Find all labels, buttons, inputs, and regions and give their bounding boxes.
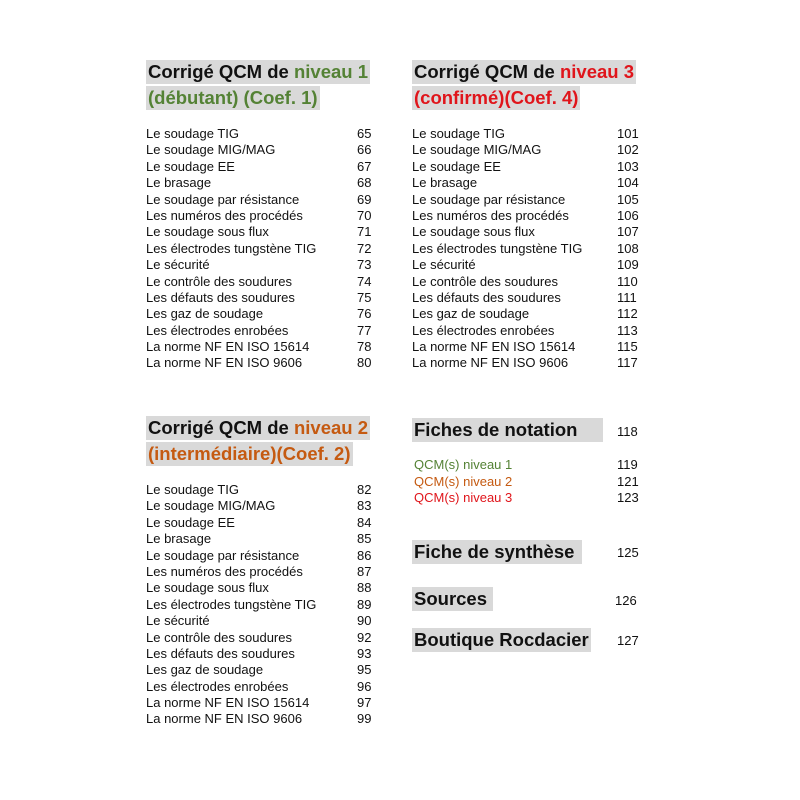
toc-row-page: 75 xyxy=(357,289,372,305)
toc-row xyxy=(412,339,640,355)
toc-row-page: 117 xyxy=(617,355,638,371)
toc-row-page: 115 xyxy=(617,339,638,355)
toc-row-page: 102 xyxy=(617,142,639,158)
toc-row xyxy=(146,290,376,306)
toc-row-page: 106 xyxy=(617,207,639,223)
section-level-1 xyxy=(146,60,376,372)
toc-row-page: 101 xyxy=(617,126,639,141)
toc-row-label: Le soudage sous flux xyxy=(146,224,269,240)
toc-row-page: 105 xyxy=(617,191,639,207)
toc-row-page: 86 xyxy=(357,547,372,563)
toc-row xyxy=(412,224,640,240)
toc-row-page: 109 xyxy=(617,257,639,273)
toc-row-label: Les défauts des soudures xyxy=(412,289,561,305)
toc-row xyxy=(412,274,640,290)
toc-row-label: Le brasage xyxy=(146,175,212,191)
notation-item-1-page: 119 xyxy=(617,457,638,472)
toc-row xyxy=(146,515,376,531)
toc-row-label: Le soudage par résistance xyxy=(146,191,300,207)
level-1-subtitle: (débutant) (Coef. 1) xyxy=(148,87,318,108)
toc-row xyxy=(146,711,376,727)
boutique-heading: Boutique Rocdacier xyxy=(414,629,589,650)
section-level-2 xyxy=(146,416,376,728)
toc-row-label: Le soudage MIG/MAG xyxy=(146,498,276,514)
toc-row xyxy=(146,159,376,175)
toc-row xyxy=(412,241,640,257)
toc-row-page: 83 xyxy=(357,498,372,514)
toc-row-page: 97 xyxy=(357,695,372,711)
toc-row xyxy=(146,580,376,596)
toc-row xyxy=(146,208,376,224)
toc-row-label: Le soudage TIG xyxy=(412,126,505,141)
toc-row xyxy=(146,548,376,564)
toc-row xyxy=(146,192,376,208)
level-3-title xyxy=(412,60,636,84)
toc-row-label: Le soudage sous flux xyxy=(412,224,535,240)
toc-row-label: La norme NF EN ISO 9606 xyxy=(146,355,303,371)
toc-row-page: 96 xyxy=(357,678,372,694)
toc-row-label: Les numéros des procédés xyxy=(146,563,303,579)
toc-row-label: Les électrodes tungstène TIG xyxy=(412,240,583,256)
toc-row-label: Les défauts des soudures xyxy=(146,645,295,661)
toc-row-label: Les électrodes enrobées xyxy=(146,678,289,694)
toc-row-label: Le contrôle des soudures xyxy=(146,273,292,289)
toc-row-label: Les gaz de soudage xyxy=(412,306,530,322)
toc-row xyxy=(146,597,376,613)
toc-row xyxy=(146,630,376,646)
toc-row-label: Le soudage MIG/MAG xyxy=(412,142,542,158)
toc-row xyxy=(146,323,376,339)
toc-row-page: 67 xyxy=(357,158,372,174)
toc-row-label: Le soudage EE xyxy=(412,158,501,174)
notation-page: 118 xyxy=(617,424,638,439)
toc-row xyxy=(412,257,640,273)
toc-row xyxy=(146,175,376,191)
toc-row-page: 99 xyxy=(357,711,372,727)
level-2-subtitle: (intermédiaire)(Coef. 2) xyxy=(148,443,351,464)
toc-row xyxy=(146,679,376,695)
level-3-title-level: niveau 3 xyxy=(559,61,635,82)
level-1-list xyxy=(146,126,376,372)
level-3-subtitle: (confirmé)(Coef. 4) xyxy=(414,87,579,108)
sources-heading: Sources xyxy=(412,587,493,611)
toc-row xyxy=(412,323,640,339)
toc-row-label: Les électrodes tungstène TIG xyxy=(146,240,317,256)
toc-row-page: 71 xyxy=(357,224,372,240)
toc-row-label: La norme NF EN ISO 9606 xyxy=(412,355,569,371)
toc-row xyxy=(412,290,640,306)
toc-row-page: 111 xyxy=(617,289,637,305)
level-2-title xyxy=(146,416,370,440)
toc-row-page: 84 xyxy=(357,514,372,530)
toc-row-label: Le soudage sous flux xyxy=(146,580,269,596)
toc-row-label: Le soudage EE xyxy=(146,514,235,530)
toc-row-page: 68 xyxy=(357,175,372,191)
toc-row-label: La norme NF EN ISO 9606 xyxy=(146,711,303,727)
toc-row-label: Le sécurité xyxy=(146,257,210,273)
toc-row-page: 110 xyxy=(617,273,638,289)
toc-row-page: 92 xyxy=(357,629,372,645)
toc-row xyxy=(412,175,640,191)
toc-row-page: 113 xyxy=(617,322,638,338)
toc-row-page: 93 xyxy=(357,645,372,661)
toc-row-label: Le contrôle des soudures xyxy=(412,273,558,289)
toc-row xyxy=(146,126,376,142)
toc-row-page: 87 xyxy=(357,563,372,579)
toc-row-page: 77 xyxy=(357,322,372,338)
toc-row xyxy=(146,498,376,514)
level-2-list xyxy=(146,482,376,728)
toc-row xyxy=(146,531,376,547)
synthese-page: 125 xyxy=(617,545,639,560)
level-2-title-level: niveau 2 xyxy=(293,417,369,438)
toc-row-label: Les numéros des procédés xyxy=(146,207,303,223)
notation-item-2-label: QCM(s) niveau 2 xyxy=(414,474,513,489)
toc-row-label: Le soudage TIG xyxy=(146,126,239,141)
toc-row-page: 72 xyxy=(357,240,372,256)
toc-row xyxy=(146,355,376,371)
sources-page: 126 xyxy=(615,593,637,608)
toc-row-label: Le contrôle des soudures xyxy=(146,629,292,645)
toc-row-page: 95 xyxy=(357,662,372,678)
toc-row-label: Le sécurité xyxy=(412,257,476,273)
toc-row xyxy=(146,564,376,580)
level-2-title-prefix: Corrigé QCM de xyxy=(148,417,294,438)
toc-row xyxy=(146,482,376,498)
toc-row xyxy=(146,142,376,158)
toc-row-label: Les électrodes enrobées xyxy=(146,322,289,338)
toc-row-label: Le brasage xyxy=(146,531,212,547)
toc-row xyxy=(146,646,376,662)
toc-row-page: 80 xyxy=(357,355,372,371)
toc-row-page: 78 xyxy=(357,339,372,355)
level-1-title-level: niveau 1 xyxy=(293,61,369,82)
toc-row-label: Les numéros des procédés xyxy=(412,207,569,223)
toc-row xyxy=(146,695,376,711)
notation-heading: Fiches de notation xyxy=(412,418,603,442)
level-1-title-prefix: Corrigé QCM de xyxy=(148,61,294,82)
toc-row-label: La norme NF EN ISO 15614 xyxy=(146,339,310,355)
toc-row-label: Le soudage TIG xyxy=(146,482,239,497)
toc-row-label: Le sécurité xyxy=(146,613,210,629)
synthese-heading: Fiche de synthèse xyxy=(412,540,582,564)
toc-row xyxy=(146,339,376,355)
toc-row xyxy=(146,306,376,322)
toc-row xyxy=(146,662,376,678)
toc-row xyxy=(412,355,640,371)
level-1-title xyxy=(146,60,370,84)
toc-row xyxy=(412,306,640,322)
toc-row xyxy=(412,208,640,224)
toc-row-label: Les gaz de soudage xyxy=(146,306,264,322)
toc-row-label: Les électrodes enrobées xyxy=(412,322,555,338)
toc-row-page: 103 xyxy=(617,158,639,174)
toc-row-page: 90 xyxy=(357,613,372,629)
notation-item-3-label: QCM(s) niveau 3 xyxy=(414,490,513,505)
toc-row xyxy=(146,224,376,240)
toc-row-label: Les électrodes tungstène TIG xyxy=(146,596,317,612)
level-3-title-prefix: Corrigé QCM de xyxy=(414,61,560,82)
toc-row-page: 65 xyxy=(357,126,372,141)
toc-row-page: 108 xyxy=(617,240,639,256)
toc-row-label: Le soudage EE xyxy=(146,158,235,174)
toc-row-page: 66 xyxy=(357,142,372,158)
toc-row-page: 88 xyxy=(357,580,372,596)
toc-row-label: Le soudage MIG/MAG xyxy=(146,142,276,158)
level-3-list xyxy=(412,126,640,372)
notation-item-1-label: QCM(s) niveau 1 xyxy=(414,457,513,472)
toc-row-page: 104 xyxy=(617,175,639,191)
toc-row-label: La norme NF EN ISO 15614 xyxy=(146,695,310,711)
toc-row xyxy=(412,192,640,208)
toc-row-label: Le brasage xyxy=(412,175,478,191)
notation-item-2-page: 121 xyxy=(617,474,639,489)
toc-row-page: 85 xyxy=(357,531,372,547)
toc-row-label: Les gaz de soudage xyxy=(146,662,264,678)
toc-row-page: 70 xyxy=(357,207,372,223)
toc-row xyxy=(412,126,640,142)
toc-row-page: 76 xyxy=(357,306,372,322)
toc-row-page: 82 xyxy=(357,482,372,497)
toc-row-page: 107 xyxy=(617,224,639,240)
section-level-3 xyxy=(412,60,640,372)
toc-row xyxy=(412,142,640,158)
toc-row-page: 74 xyxy=(357,273,372,289)
toc-row xyxy=(146,241,376,257)
toc-row-label: Le soudage par résistance xyxy=(146,547,300,563)
toc-row xyxy=(146,613,376,629)
toc-row-page: 73 xyxy=(357,257,372,273)
toc-row-label: Les défauts des soudures xyxy=(146,289,295,305)
toc-row-page: 89 xyxy=(357,596,372,612)
toc-row-page: 112 xyxy=(617,306,638,322)
toc-row-label: Le soudage par résistance xyxy=(412,191,566,207)
notation-item-3-page: 123 xyxy=(617,490,639,505)
boutique-page: 127 xyxy=(617,633,639,648)
toc-row xyxy=(146,257,376,273)
toc-row-page: 69 xyxy=(357,191,372,207)
toc-row xyxy=(412,159,640,175)
toc-row xyxy=(146,274,376,290)
toc-row-label: La norme NF EN ISO 15614 xyxy=(412,339,576,355)
